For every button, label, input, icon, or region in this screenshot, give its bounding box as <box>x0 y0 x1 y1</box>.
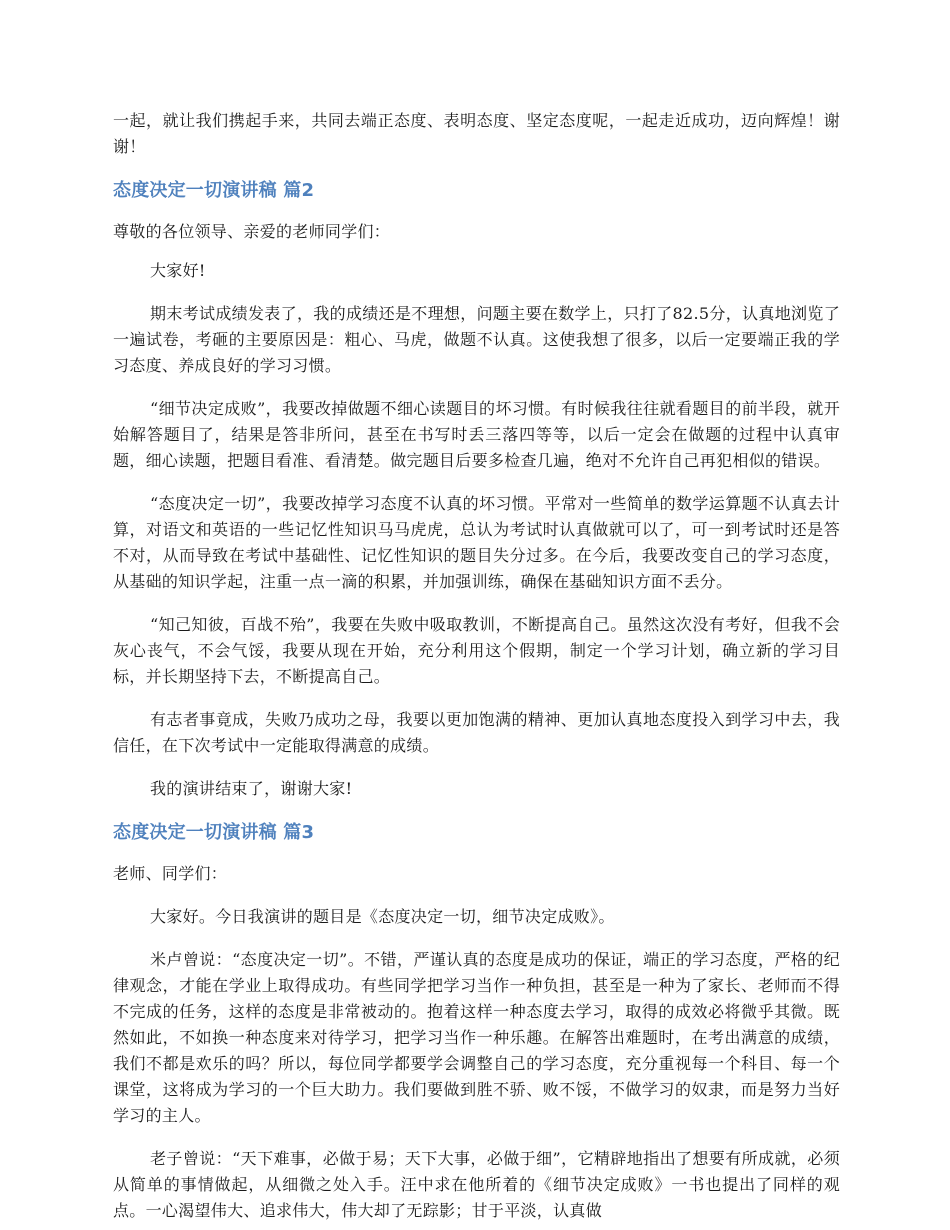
paragraph-closing-previous: 一起，就让我们携起手来，共同去端正态度、表明态度、坚定态度呢，一起走近成功，迈向辉煌！谢谢！ <box>113 111 840 156</box>
paragraph-know-yourself: “知己知彼，百战不殆”，我要在失败中吸取教训，不断提高自己。虽然这次没有考好，但我不会灰心丧气，不会气馁，我要从现在开始，充分利用这个假期，制定一个学习计划，确立新的学习目标，并长期坚持下去，不断提高自己。 <box>113 615 840 686</box>
paragraph-speech-topic: 大家好。今日我演讲的题目是《态度决定一切，细节决定成败》。 <box>150 907 615 926</box>
document-page <box>113 108 840 1224</box>
paragraph-speech-end: 我的演讲结束了，谢谢大家! <box>150 779 353 798</box>
paragraph-details-matter: “细节决定成败”，我要改掉做题不细心读题目的坏习惯。有时候我往往就看题目的前半段，就开始解答题目了，结果是答非所问，甚至在书写时丢三落四等等，以后一定会在做题的过程中认真审题，细心读题，把题目看准、看清楚。做完题目后要多检查几遍，绝对不允许自己再犯相似的错误。 <box>113 399 840 470</box>
paragraph-determination: 有志者事竟成，失败乃成功之母，我要以更加饱满的精神、更加认真地态度投入到学习中去，我信任，在下次考试中一定能取得满意的成绩。 <box>113 710 840 755</box>
paragraph-salutation: 尊敬的各位领导、亲爱的老师同学们： <box>113 222 391 241</box>
section-heading-2: 态度决定一切演讲稿 篇2 <box>113 180 315 201</box>
section-heading-3: 态度决定一切演讲稿 篇3 <box>113 822 315 843</box>
paragraph-greeting: 大家好! <box>150 261 206 280</box>
paragraph-attitude-matters: “态度决定一切”，我要改掉学习态度不认真的坏习惯。平常对一些简单的数学运算题不认真去计算，对语文和英语的一些记忆性知识马马虎虎，总认为考试时认真做就可以了，可一到考试时还是答不对，从而导致在考试中基础性、记忆性知识的题目失分过多。在今后，我要改变自己的学习态度，从基础的知识学起，注重一点一滴的积累，并加强训练，确保在基础知识方面不丢分。 <box>113 494 840 591</box>
paragraph-salutation-3: 老师、同学们： <box>113 864 228 883</box>
paragraph-laozi-quote: 老子曾说：“天下难事，必做于易；天下大事，必做于细”，它精辟地指出了想要有所成就，必须从简单的事情做起，从细微之处入手。汪中求在他所着的《细节决定成败》一书也提出了同样的观点。一心渴望伟大、追求伟大，伟大却了无踪影；甘于平淡，认真做 <box>113 1149 840 1220</box>
paragraph-exam-results: 期末考试成绩发表了，我的成绩还是不理想，问题主要在数学上，只打了82.5分，认真地浏览了一遍试卷，考砸的主要原因是：粗心、马虎，做题不认真。这使我想了很多，以后一定要端正我的学习态度、养成良好的学习习惯。 <box>113 304 840 375</box>
paragraph-milutinovic-quote: 米卢曾说：“态度决定一切”。不错，严谨认真的态度是成功的保证，端正的学习态度，严格的纪律观念，才能在学业上取得成功。有些同学把学习当作一种负担，甚至是一种为了家长、老师而不得不完成的任务，这样的态度是非常被动的。抱着这样一种态度去学习，取得的成效必将微乎其微。既然如此，不如换一种态度来对待学习，把学习当作一种乐趣。在解答出难题时，在考出满意的成绩，我们不都是欢乐的吗？所以，每位同学都要学会调整自己的学习态度，充分重视每一个科目、每一个课堂，这将成为学习的一个巨大助力。我们要做到胜不骄、败不馁，不做学习的奴隶，而是努力当好学习的主人。 <box>113 950 840 1125</box>
